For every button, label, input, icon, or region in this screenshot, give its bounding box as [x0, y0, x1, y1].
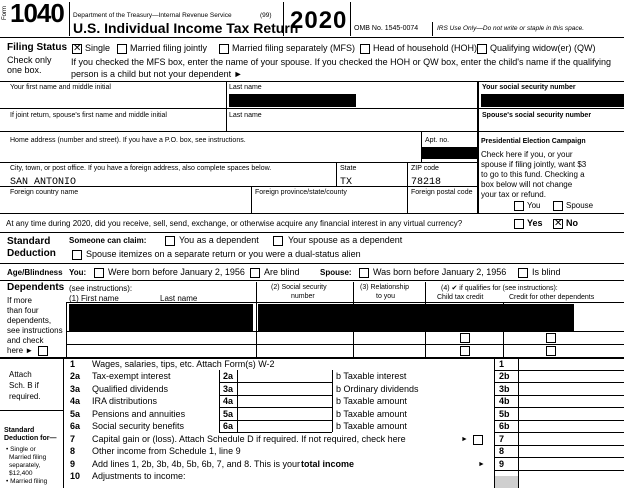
- dependents-heading: Dependents: [7, 282, 65, 293]
- line-number: 4a: [70, 396, 81, 406]
- state-label: State: [340, 165, 357, 172]
- omb-number: OMB No. 1545-0074: [354, 25, 419, 32]
- line-amount-field[interactable]: [519, 384, 624, 395]
- line-amount-field[interactable]: [519, 421, 624, 432]
- dep3-other-credit-checkbox[interactable]: [546, 333, 556, 343]
- virtual-no-label: No: [566, 218, 578, 228]
- dept-line: Department of the Treasury—Internal Revenue Service: [73, 12, 232, 19]
- filing-sub1: Check only: [7, 55, 52, 65]
- spouse-born-checkbox[interactable]: [359, 268, 369, 278]
- campaign-line5: your tax or refund.: [481, 190, 546, 199]
- line-text: Add lines 1, 2b, 3b, 4b, 5b, 6b, 7, and 8. This is your: [92, 459, 300, 469]
- spouse-last-label: Last name: [229, 112, 262, 119]
- spouse-dependent-checkbox[interactable]: [273, 236, 283, 246]
- line-number: 5a: [70, 409, 81, 419]
- line-box-label: 9: [499, 459, 505, 469]
- line-number: 6a: [70, 421, 81, 431]
- line-amount-field[interactable]: [519, 446, 624, 457]
- std-heading-1: Standard: [7, 236, 51, 247]
- you-born-checkbox[interactable]: [94, 268, 104, 278]
- dep-side-3: dependents,: [7, 316, 52, 325]
- dep-side-2: than four: [7, 306, 39, 315]
- line-box-label: 4b: [499, 396, 510, 406]
- hoh-label: Head of household (HOH): [373, 43, 478, 53]
- form-label: Form: [2, 6, 8, 20]
- virtual-question: At any time during 2020, did you receive, sell, send, exchange, or otherwise acquire any financial interest in any virtual currency?: [6, 219, 463, 228]
- line-a-divider: [219, 432, 332, 433]
- line-divider: [494, 382, 624, 383]
- dep-col-rel-a: (3) Relationship: [360, 284, 410, 291]
- line-text: Other income from Schedule 1, line 9: [92, 446, 241, 456]
- redacted-ssn: [481, 94, 624, 107]
- campaign-spouse-checkbox[interactable]: [553, 201, 563, 211]
- line-number: 7: [70, 434, 76, 444]
- line-divider: [494, 457, 624, 458]
- line-a-box-label: 3a: [223, 384, 234, 394]
- form-number: 1040: [10, 0, 64, 28]
- mfj-checkbox[interactable]: [117, 44, 127, 54]
- line-amount-field[interactable]: [519, 409, 624, 420]
- line-text: Qualified dividends: [92, 384, 169, 394]
- line-a-divider: [219, 382, 332, 383]
- spouse-blind-checkbox[interactable]: [518, 268, 528, 278]
- city-value[interactable]: SAN ANTONIO: [10, 177, 77, 188]
- line-text: Adjustments to income:: [92, 471, 186, 481]
- dep-col-qualifies: (4) ✔ if qualifies for (see instructions):: [441, 285, 558, 292]
- capital-gain-checkbox[interactable]: [473, 435, 483, 445]
- line-number: 8: [70, 446, 76, 456]
- std-side-title-2: Deduction for—: [4, 435, 57, 442]
- line-text: IRA distributions: [92, 396, 158, 406]
- arrow-right-icon: ►: [461, 436, 468, 443]
- line-box-label: 3b: [499, 384, 510, 394]
- std-side-item-4: $12,400: [9, 470, 33, 477]
- dep-side-1: If more: [7, 296, 32, 305]
- more-dependents-checkbox[interactable]: [38, 346, 48, 356]
- attach-2: Sch. B if: [9, 381, 39, 390]
- filing-sub2: one box.: [7, 65, 42, 75]
- line-text: Social security benefits: [92, 421, 185, 431]
- line-amount-field[interactable]: [519, 371, 624, 382]
- spouse-dependent-label: Your spouse as a dependent: [288, 235, 403, 245]
- dep-col-other-credit: Credit for other dependents: [509, 294, 595, 301]
- line-number: 9: [70, 459, 76, 469]
- line-amount-field[interactable]: [519, 459, 624, 470]
- filing-note-1: If you checked the MFS box, enter the name of your spouse. If you checked the HOH or QW box, enter the child's name if the qualifying: [71, 57, 611, 67]
- campaign-line3: to go to this fund. Checking a: [481, 170, 585, 179]
- single-checkbox[interactable]: ✕: [73, 43, 82, 54]
- spouse-ssn-label: Spouse's social security number: [482, 112, 592, 119]
- line-text: Tax-exempt interest: [92, 371, 171, 381]
- line-a-box-label: 2a: [223, 371, 234, 381]
- dep-side-6: here ►: [7, 346, 34, 355]
- home-address-label: Home address (number and street). If you have a P.O. box, see instructions.: [10, 137, 246, 144]
- line-b-text: b Taxable interest: [336, 371, 407, 381]
- virtual-yes-checkbox[interactable]: [514, 219, 524, 229]
- campaign-you-checkbox[interactable]: [514, 201, 524, 211]
- age-spouse-label: Spouse:: [320, 268, 352, 277]
- line-a-divider: [219, 395, 332, 396]
- std-side-title-1: Standard: [4, 427, 35, 434]
- single-label: Single: [85, 43, 111, 53]
- tax-year: 2020: [290, 7, 348, 34]
- arrow-right-icon: ►: [478, 461, 485, 468]
- redacted-dependent-info: [258, 304, 574, 331]
- mfj-label: Married filing jointly: [130, 43, 208, 53]
- apt-label: Apt. no.: [425, 137, 450, 144]
- you-dependent-checkbox[interactable]: [165, 236, 175, 246]
- you-blind-label: Are blind: [264, 267, 300, 277]
- zip-value[interactable]: 78218: [411, 177, 442, 188]
- line-box-label: 2b: [499, 371, 510, 381]
- foreign-country-label: Foreign country name: [10, 189, 79, 196]
- dep-col-first-name: (1) First name: [69, 294, 119, 303]
- qw-label: Qualifying widow(er) (QW): [490, 43, 596, 53]
- line-divider: [494, 432, 624, 433]
- line-amount-field[interactable]: [519, 434, 624, 445]
- dep4-child-credit-checkbox[interactable]: [460, 346, 470, 356]
- spouse-itemizes-checkbox[interactable]: [72, 250, 82, 260]
- you-blind-checkbox[interactable]: [250, 268, 260, 278]
- line-text: Wages, salaries, tips, etc. Attach Form(s) W-2: [92, 359, 275, 369]
- dep-col-ssn-b: number: [291, 293, 315, 300]
- line-amount-field[interactable]: [519, 396, 624, 407]
- redacted-last-name: [229, 94, 356, 107]
- line-divider: [494, 470, 624, 471]
- line-a-box-label: 5a: [223, 409, 234, 419]
- std-side-item-2: Married filing: [9, 454, 47, 461]
- redacted-dependent-name: [69, 304, 253, 331]
- line-box-label: 7: [499, 434, 505, 444]
- hoh-checkbox[interactable]: [360, 44, 370, 54]
- mfs-label: Married filing separately (MFS): [232, 43, 356, 53]
- state-value[interactable]: TX: [340, 177, 353, 188]
- dep-col-ssn-a: (2) Social security: [271, 284, 327, 291]
- virtual-yes-label: Yes: [527, 218, 543, 228]
- dep4-other-credit-checkbox[interactable]: [546, 346, 556, 356]
- line-number: 3a: [70, 384, 81, 394]
- campaign-title: Presidential Election Campaign: [481, 138, 586, 145]
- first-name-label: Your first name and middle initial: [10, 84, 111, 91]
- spouse-born-label: Was born before January 2, 1956: [373, 267, 507, 277]
- dep-col-last-name: Last name: [160, 294, 198, 303]
- foreign-postal-label: Foreign postal code: [411, 189, 473, 196]
- form-title: U.S. Individual Income Tax Return: [73, 20, 299, 36]
- spouse-first-label: If joint return, spouse's first name and middle initial: [10, 112, 167, 119]
- line-number: 1: [70, 359, 76, 369]
- campaign-line1: Check here if you, or your: [481, 150, 573, 159]
- age-you-label: You:: [69, 268, 87, 277]
- line-divider: [494, 407, 624, 408]
- line-number: 10: [70, 471, 81, 481]
- someone-can-claim: Someone can claim:: [69, 236, 147, 245]
- line-a-box-label: 6a: [223, 421, 234, 431]
- campaign-line2: spouse if filing jointly, want $3: [481, 160, 587, 169]
- line-box-label: 6b: [499, 421, 510, 431]
- std-side-item-1: • Single or: [6, 446, 36, 453]
- line-number: 2a: [70, 371, 81, 381]
- age-blindness-label: Age/Blindness: [7, 268, 63, 277]
- line-a-divider: [219, 420, 332, 421]
- spouse-itemizes-label: Spouse itemizes on a separate return or you were a dual-status alien: [86, 249, 361, 259]
- you-dependent-label: You as a dependent: [179, 235, 259, 245]
- attach-1: Attach: [9, 370, 32, 379]
- line-a-divider: [219, 407, 332, 408]
- line-box-label: 1: [499, 359, 505, 369]
- filing-note-2: person is a child but not your dependent ►: [71, 69, 243, 79]
- you-born-label: Were born before January 2, 1956: [108, 267, 245, 277]
- line-box-label: 5b: [499, 409, 510, 419]
- qw-checkbox[interactable]: [477, 44, 487, 54]
- filing-status-heading: Filing Status: [7, 42, 67, 53]
- redacted-apt: [422, 147, 477, 159]
- line-b-text: b Taxable amount: [336, 421, 407, 431]
- dep-side-5: and check: [7, 336, 44, 345]
- line-text: Pensions and annuities: [92, 409, 186, 419]
- line-text: Capital gain or (loss). Attach Schedule D if required. If not required, check here: [92, 434, 406, 444]
- line-amount-field[interactable]: [519, 359, 624, 370]
- campaign-spouse-label: Spouse: [566, 201, 594, 210]
- dependents-see: (see instructions):: [69, 284, 133, 293]
- dept-code: (99): [260, 12, 272, 19]
- line-text-bold: total income: [301, 459, 355, 469]
- attach-3: required.: [9, 392, 41, 401]
- line-a-box-label: 4a: [223, 396, 234, 406]
- std-side-item-3: separately,: [9, 462, 41, 469]
- line-b-text: b Ordinary dividends: [336, 384, 419, 394]
- spouse-blind-label: Is blind: [532, 267, 561, 277]
- zip-label: ZIP code: [411, 165, 439, 172]
- irs-use-only: IRS Use Only—Do not write or staple in this space.: [437, 25, 585, 32]
- std-side-item-5: • Married filing: [6, 478, 48, 485]
- std-heading-2: Deduction: [7, 248, 56, 259]
- ssn-label: Your social security number: [482, 84, 576, 91]
- mfs-checkbox[interactable]: [219, 44, 229, 54]
- line-b-text: b Taxable amount: [336, 396, 407, 406]
- dep-side-4: see instructions: [7, 326, 63, 335]
- dep-col-rel-b: to you: [376, 293, 396, 300]
- campaign-you-label: You: [527, 201, 541, 210]
- campaign-line4: box below will not change: [481, 180, 573, 189]
- city-label: City, town, or post office. If you have a foreign address, also complete spaces below.: [10, 165, 272, 172]
- line-b-text: b Taxable amount: [336, 409, 407, 419]
- dep-col-child-credit: Child tax credit: [437, 294, 484, 301]
- virtual-no-checkbox[interactable]: ✕: [554, 218, 563, 229]
- dep3-child-credit-checkbox[interactable]: [460, 333, 470, 343]
- last-name-label: Last name: [229, 84, 262, 91]
- foreign-province-label: Foreign province/state/county: [255, 189, 347, 196]
- line-box-label: 8: [499, 446, 505, 456]
